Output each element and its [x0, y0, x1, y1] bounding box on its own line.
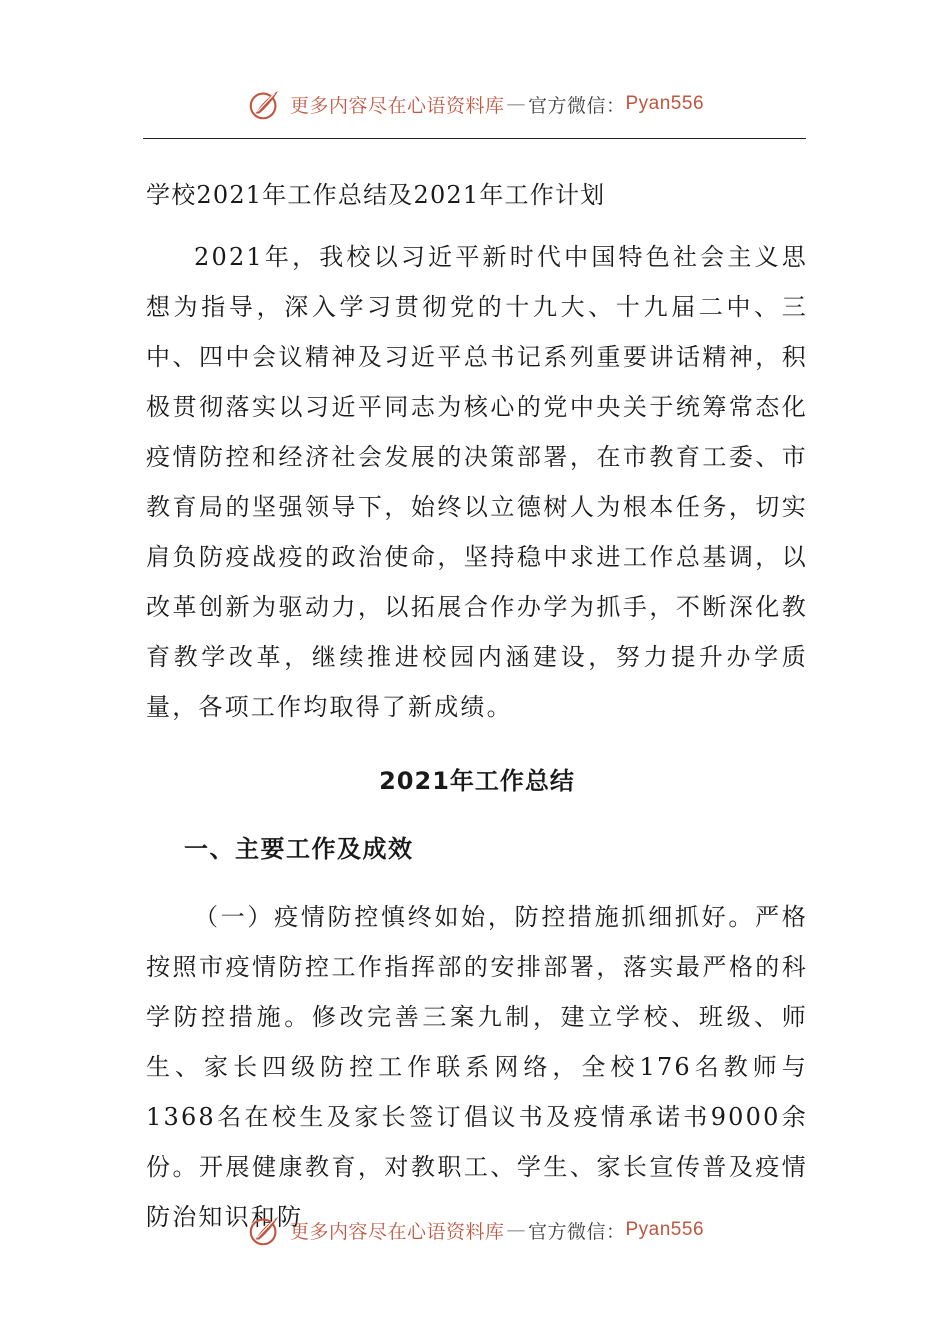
header-watermark-banner [0, 82, 950, 126]
subsection-title: 一、主要工作及成效 [184, 835, 414, 863]
banner-site-text: 更多内容尽在心语资料库 [289, 1220, 505, 1243]
header-divider [143, 138, 806, 139]
banner-wechat-id: Pyan556 [625, 93, 705, 114]
banner-wechat-id: Pyan556 [625, 1219, 705, 1240]
quill-pen-logo-icon [246, 85, 284, 123]
banner-separator: — [506, 93, 526, 115]
banner-site-text: 更多内容尽在心语资料库 [289, 94, 505, 117]
document-title: 学校2021年工作总结及2021年工作计划 [146, 181, 606, 209]
section-title: 2021年工作总结 [379, 767, 575, 795]
body-paragraph: （一）疫情防控慎终如始，防控措施抓细抓好。严格按照市疫情防控工作指挥部的安排部署，落实最严格的科学防控措施。修改完善三案九制，建立学校、班级、师生、家长四级防控工作联系网络，全校176名教师与1368名在校生及家长签订倡议书及疫情承诺书9000余份。开展健康教育，对教职工、学生、家长宣传普及疫情防治知识和防 [146, 903, 808, 1231]
document-body [146, 170, 808, 1242]
banner-wechat-label: 官方微信： [527, 1220, 626, 1243]
quill-pen-logo-icon [246, 1211, 284, 1249]
banner-wechat-label: 官方微信： [527, 94, 626, 117]
footer-watermark-banner [0, 1208, 950, 1252]
intro-paragraph: 2021年，我校以习近平新时代中国特色社会主义思想为指导，深入学习贯彻党的十九大、十九届二中、三中、四中会议精神及习近平总书记系列重要讲话精神，积极贯彻落实以习近平同志为核心的党中央关于统筹常态化疫情防控和经济社会发展的决策部署，在市教育工委、市教育局的坚强领导下，始终以立德树人为根本任务，切实肩负防疫战疫的政治使命，坚持稳中求进工作总基调，以改革创新为驱动力，以拓展合作办学为抓手，不断深化教育教学改革，继续推进校园内涵建设，努力提升办学质量，各项工作均取得了新成绩。 [146, 243, 808, 721]
banner-separator: — [506, 1219, 526, 1241]
